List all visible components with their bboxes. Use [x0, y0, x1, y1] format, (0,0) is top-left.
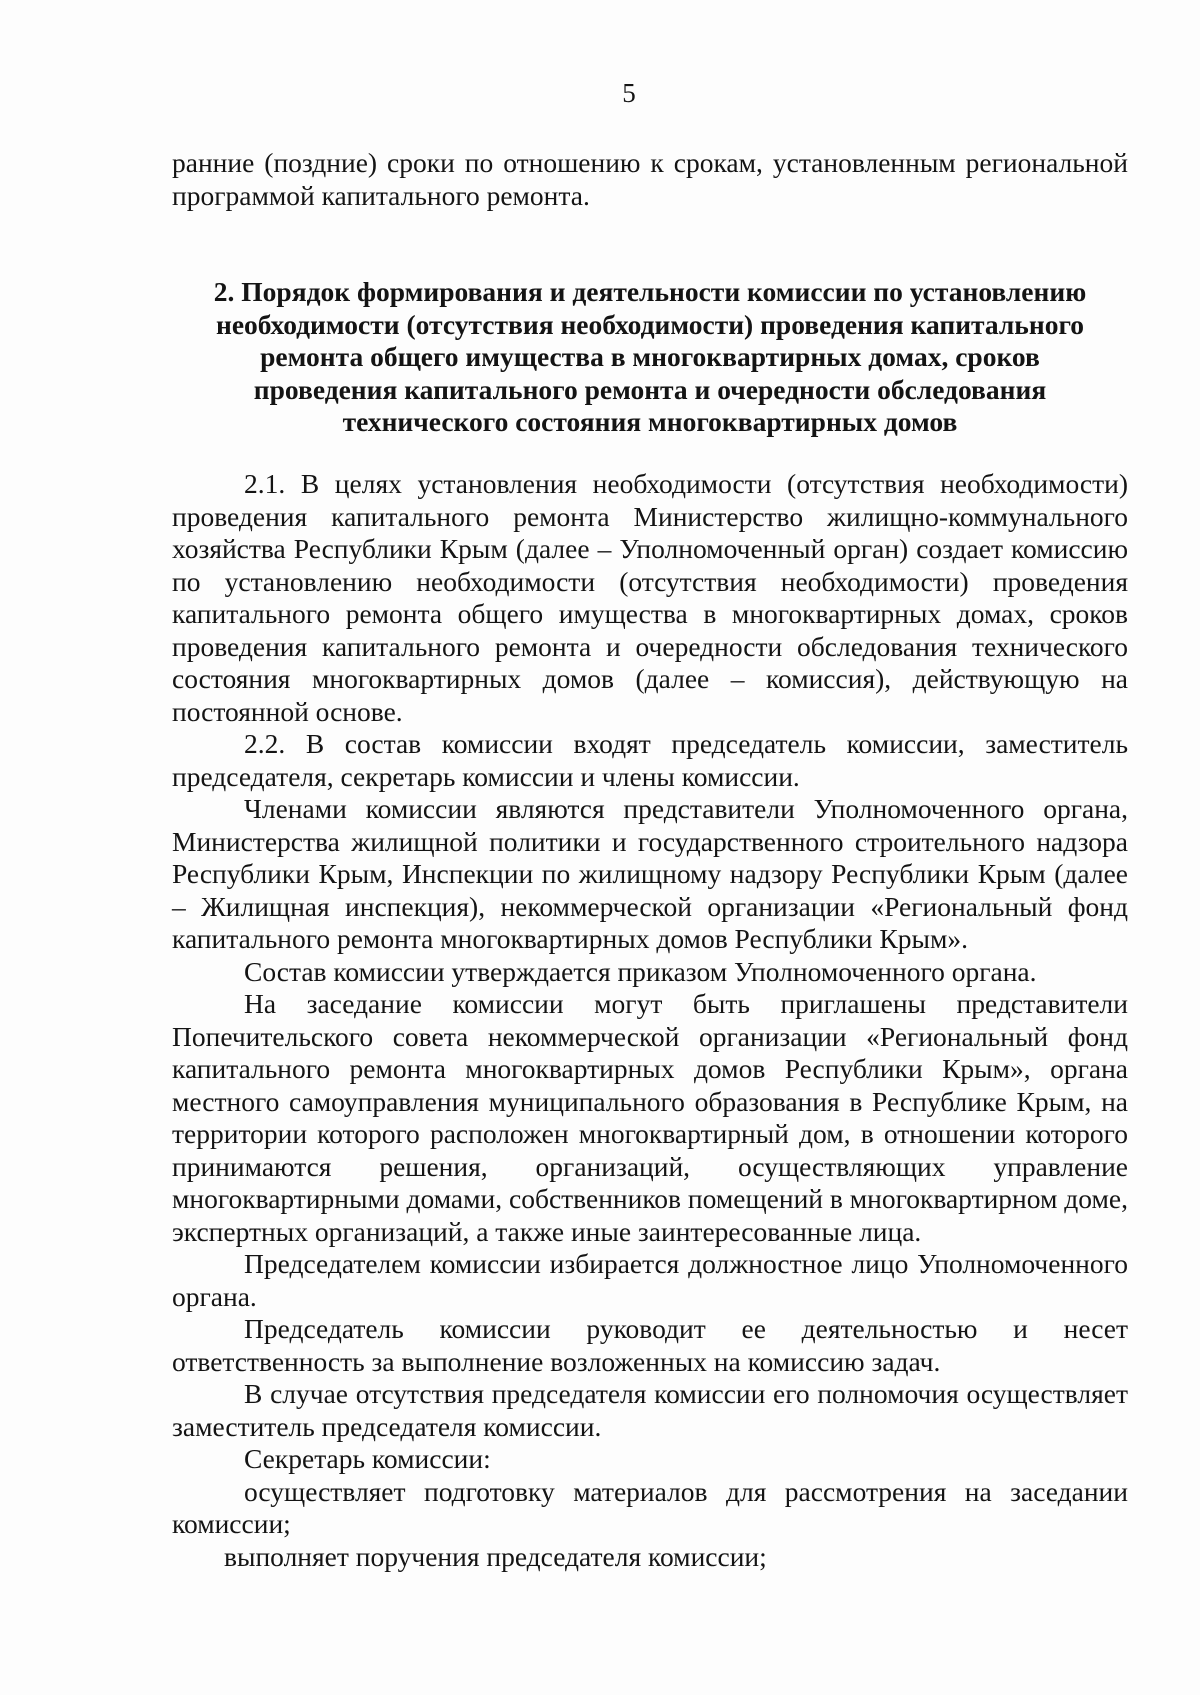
heading-line: ремонта общего имущества в многоквартирных домах, сроков [260, 341, 1040, 372]
continuation-paragraph: ранние (поздние) сроки по отношению к срокам, установленным региональной программой капитального ремонта. [172, 147, 1128, 211]
paragraph-deputy: В случае отсутствия председателя комиссии его полномочия осуществляет заместитель председателя комиссии. [172, 1378, 1128, 1442]
paragraph-2-2: 2.2. В состав комиссии входят председатель комиссии, заместитель председателя, секретарь комиссии и члены комиссии. [172, 728, 1128, 792]
paragraph-chairman-duties: Председатель комиссии руководит ее деятельностью и несет ответственность за выполнение возложенных на комиссию задач. [172, 1313, 1128, 1377]
heading-line: технического состояния многоквартирных домов [342, 406, 958, 437]
heading-line: 2. Порядок формирования и деятельности комиссии по установлению [213, 276, 1087, 307]
paragraph-secretary: Секретарь комиссии: [244, 1443, 491, 1474]
paragraph-invited: На заседание комиссии могут быть приглашены представители Попечительского совета некоммерческой организации «Региональный фонд капитального ремонта многоквартирных домов Республики Крым», органа местного самоуправления муниципального образования в Республике Крым, на территории которого расположен многоквартирный дом, в отношении которого принимаются решения, организаций, осуществляющих управление многоквартирными домами, собственников помещений в многоквартирном доме, экспертных организаций, а также иные заинтересованные лица. [172, 988, 1128, 1247]
paragraph-members: Членами комиссии являются представители Уполномоченного органа, Министерства жилищной политики и государственного строительного надзора Республики Крым, Инспекции по жилищному надзору Республики Крым (далее – Жилищная инспекция), некоммерческой организации «Региональный фонд капитального ремонта многоквартирных домов Республики Крым». [172, 793, 1128, 954]
section-heading [172, 276, 1128, 439]
paragraph-2-1: 2.1. В целях установления необходимости (отсутствия необходимости) проведения капитального ремонта Министерство жилищно-коммунального хозяйства Республики Крым (далее – Уполномоченный орган) создает комиссию по установлению необходимости (отсутствия необходимости) проведения капитального ремонта общего имущества в многоквартирных домах, сроков проведения капитального ремонта и очередности обследования технического состояния многоквартирных домов (далее – комиссия), действующую на постоянной основе. [172, 468, 1128, 727]
heading-line: необходимости (отсутствия необходимости) проведения капитального [215, 308, 1084, 340]
paragraph-chairman-elected: Председателем комиссии избирается должностное лицо Уполномоченного органа. [172, 1248, 1128, 1312]
paragraph-secretary-instructions: выполняет поручения председателя комиссии; [224, 1540, 767, 1572]
page-number: 5 [622, 78, 636, 108]
paragraph-secretary-materials: осуществляет подготовку материалов для рассмотрения на заседании комиссии; [172, 1475, 1128, 1539]
top-text-block [172, 147, 1128, 212]
paragraph-composition: Состав комиссии утверждается приказом Уполномоченного органа. [244, 955, 1037, 987]
main-text-block [172, 468, 1128, 1573]
heading-line: проведения капитального ремонта и очередности обследования [253, 373, 1047, 405]
